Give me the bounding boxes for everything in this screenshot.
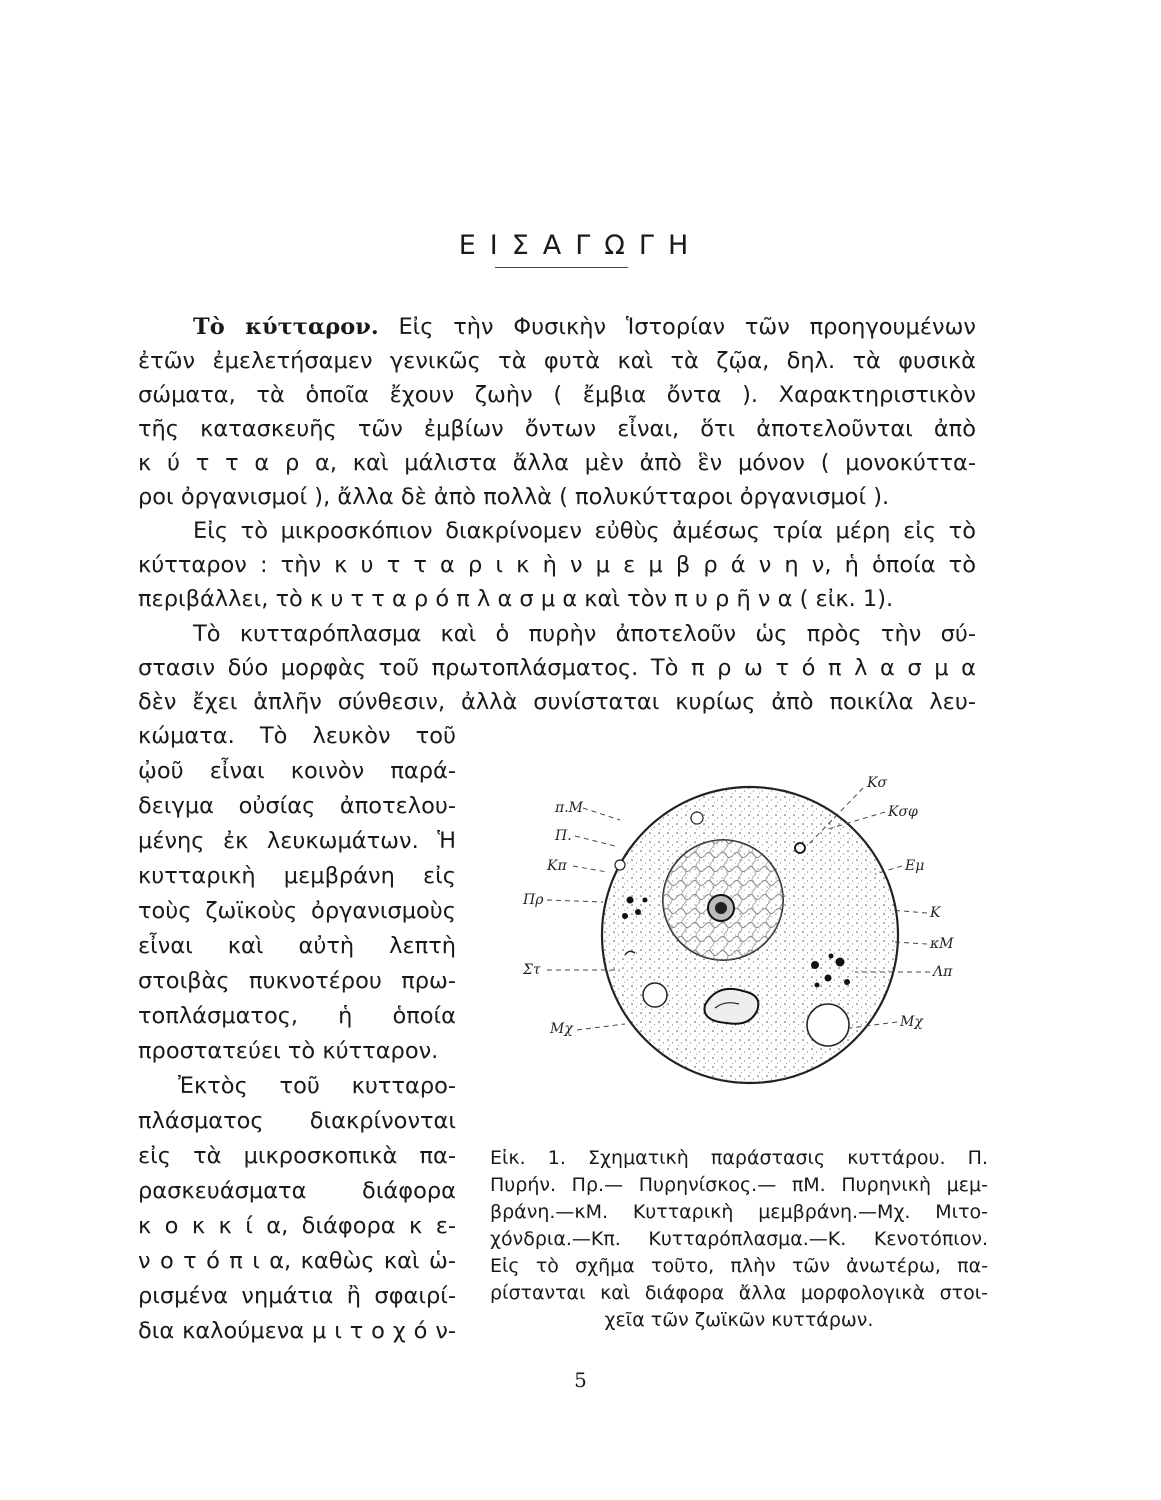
column-line: κυτταρικὴ μεμβράνη εἰς — [138, 863, 456, 889]
text-line: κ ύ τ τ α ρ α, καὶ μάλιστα ἄλλα μὲν ἀπὸ ἓν μόνον ( μονοκύττα- — [138, 450, 976, 476]
cell-diagram — [495, 750, 1000, 1130]
nucleolus — [708, 895, 734, 921]
figure-label: π.Μ — [555, 800, 583, 816]
text-line: Τὸ κυτταρόπλασμα καὶ ὁ πυρὴν ἀποτελοῦν ὡς πρὸς τὴν σύ- — [193, 621, 976, 647]
figure-label: Π. — [555, 828, 572, 844]
text-line: Εἰς τὸ μικροσκόπιον διακρίνομεν εὐθὺς ἀμέσως τρία μέρη εἰς τὸ — [193, 518, 976, 544]
column-line: κ ο κ κ ί α, διάφορα κ ε- — [138, 1213, 456, 1239]
figure-label: Κπ — [547, 858, 567, 874]
column-line: προστατεύει τὸ κύτταρον. — [138, 1038, 439, 1064]
caption-line: Εἰκ. 1. Σχηματικὴ παράστασις κυττάρου. Π. — [490, 1147, 988, 1169]
figure-label: Πρ — [523, 892, 544, 908]
column-line: ν ο τ ό π ι α, καθὼς καὶ ὡ- — [138, 1248, 456, 1274]
column-line: ρισμένα νημάτια ἢ σφαιρί- — [138, 1283, 456, 1309]
text-line: ροι ὀργανισμοί ), ἄλλα δὲ ἀπὸ πολλὰ ( πολυκύτταροι ὀργανισμοί ). — [138, 484, 890, 510]
text-line: σώματα, τὰ ὁποῖα ἔχουν ζωὴν ( ἔμβια ὄντα ). Χαρακτηριστικὸν — [138, 382, 976, 408]
figure-label: Κσφ — [888, 804, 918, 820]
caption-line: Πυρήν. Πρ.— Πυρηνίσκος.— πΜ. Πυρηνικὴ μεμ- — [490, 1174, 988, 1196]
page-number: 5 — [574, 1368, 587, 1392]
text-line — [193, 310, 976, 344]
figure-label: Λπ — [933, 964, 953, 980]
figure-label: Μχ — [900, 1014, 923, 1030]
text-line: κύτταρον : τὴν κ υ τ τ α ρ ι κ ὴ ν μ ε μ β ρ ά ν η ν, ἡ ὁποία τὸ — [138, 552, 976, 578]
text-line: δὲν ἔχει ἁπλῆν σύνθεσιν, ἀλλὰ συνίσταται κυρίως ἀπὸ ποικίλα λευ- — [138, 689, 976, 715]
text-span: Εἰς τὴν Φυσικὴν Ἱστορίαν τῶν προηγουμένων — [398, 314, 977, 340]
figure-label: Εμ — [905, 858, 925, 874]
column-line: μένης ἐκ λευκωμάτων. Ἡ — [138, 828, 456, 854]
figure-label: Κ — [930, 905, 941, 921]
column-line: Ἐκτὸς τοῦ κυτταρο- — [178, 1073, 456, 1099]
caption-line: χόνδρια.—Κπ. Κυτταρόπλασμα.—Κ. Κενοτόπιον. — [490, 1228, 988, 1250]
column-line: εἰς τὰ μικροσκοπικὰ πα- — [138, 1143, 456, 1169]
text-line: περιβάλλει, τὸ κ υ τ τ α ρ ό π λ α σ μ α καὶ τὸν π υ ρ ῆ ν α ( εἰκ. 1). — [138, 586, 894, 612]
column-line: τοπλάσματος, ἡ ὁποία — [138, 1003, 456, 1029]
text-line: ἐτῶν ἐμελετήσαμεν γενικῶς τὰ φυτὰ καὶ τὰ ζῷα, δηλ. τὰ φυσικὰ — [138, 348, 976, 374]
column-line: στοιβὰς πυκνοτέρου πρω- — [138, 968, 456, 994]
caption-line: χεῖα τῶν ζωϊκῶν κυττάρων. — [604, 1309, 874, 1331]
column-line: κώματα. Τὸ λευκὸν τοῦ — [138, 723, 456, 749]
caption-line: ρίστανται καὶ διάφορα ἄλλα μορφολογικὰ στοι- — [490, 1282, 988, 1304]
title-divider — [495, 267, 628, 268]
section-heading: Τὸ κύτταρον. — [193, 314, 379, 340]
column-line: δειγμα οὐσίας ἀποτελου- — [138, 793, 456, 819]
column-line: ρασκευάσματα διάφορα — [138, 1178, 456, 1204]
text-line: τῆς κατασκευῆς τῶν ἐμβίων ὄντων εἶναι, ὅτι ἀποτελοῦνται ἀπὸ — [138, 416, 976, 442]
figure-label: Κσ — [867, 775, 888, 791]
figure-label: Στ — [523, 962, 541, 978]
figure-label: κΜ — [930, 936, 954, 952]
column-line: τοὺς ζωϊκοὺς ὀργανισμοὺς — [138, 898, 456, 924]
figure-label: Μχ — [550, 1021, 573, 1037]
column-line: πλάσματος διακρίνονται — [138, 1108, 456, 1134]
column-line: εἶναι καὶ αὐτὴ λεπτὴ — [138, 933, 456, 959]
column-line: ᾠοῦ εἶναι κοινὸν παρά- — [138, 758, 456, 784]
caption-line: βράνη.—κΜ. Κυτταρικὴ μεμβράνη.—Μχ. Μιτο- — [490, 1201, 988, 1223]
caption-line: Εἰς τὸ σχῆμα τοῦτο, πλὴν τῶν ἀνωτέρω, πα- — [490, 1255, 988, 1277]
text-line: στασιν δύο μορφὰς τοῦ πρωτοπλάσματος. Τὸ π ρ ω τ ό π λ α σ μ α — [138, 655, 976, 681]
column-line: δια καλούμενα μ ι τ ο χ ό ν- — [138, 1318, 456, 1344]
chapter-title: ΕΙΣΑΓΩΓΗ — [458, 230, 703, 262]
